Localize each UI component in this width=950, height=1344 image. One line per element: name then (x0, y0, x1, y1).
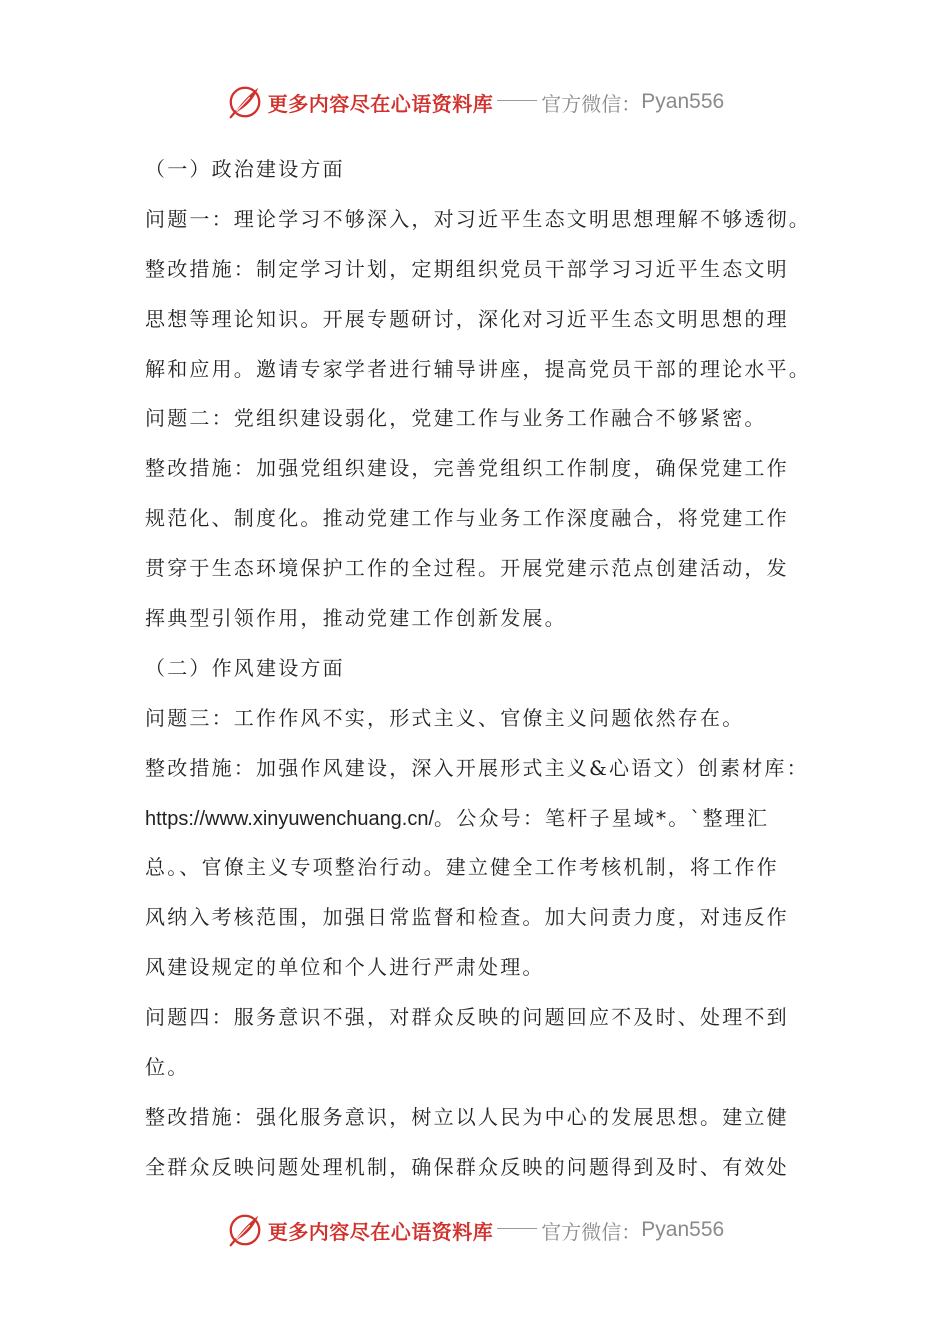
text-line: 全群众反映问题处理机制，确保群众反映的问题得到及时、有效处 (145, 1154, 789, 1179)
banner-wechat-id: Pyan556 (641, 90, 725, 113)
quill-logo-icon (226, 1211, 264, 1249)
document-body (145, 145, 825, 1193)
banner-dash (497, 1228, 537, 1229)
section-heading-style: （二）作风建设方面 (145, 655, 345, 680)
website-url: https://www.xinyuwenchuang.cn/ (145, 807, 435, 830)
banner-wechat-id: Pyan556 (641, 1218, 725, 1241)
text-line: 整改措施：制定学习计划，定期组织党员干部学习习近平生态文明 (145, 256, 789, 281)
text-line: 总。、官僚主义专项整治行动。建立健全工作考核机制，将工作作 (145, 855, 779, 880)
section-heading-political: （一）政治建设方面 (145, 157, 345, 181)
text-line: 问题二：党组织建设弱化，党建工作与业务工作融合不够紧密。 (145, 406, 767, 431)
text-line: 问题一：理论学习不够深入，对习近平生态文明思想理解不够透彻。 (145, 206, 811, 231)
banner-dash (497, 100, 537, 101)
text-line: 风建设规定的单位和个人进行严肃处理。 (145, 955, 545, 980)
text-line: 贯穿于生态环境保护工作的全过程。开展党建示范点创建活动，发 (145, 556, 789, 581)
text-line: 位。 (145, 1055, 190, 1080)
text-line-url (145, 794, 825, 844)
footer-banner (0, 1208, 950, 1252)
text-line: 挥典型引领作用，推动党建工作创新发展。 (145, 606, 567, 631)
text-line: 思想等理论知识。开展专题研讨，深化对习近平生态文明思想的理 (145, 306, 789, 331)
text-line: 整改措施：加强作风建设，深入开展形式主义&心语文）创素材库： (145, 755, 809, 780)
banner-official-label: 官方微信： (541, 1219, 642, 1244)
banner-official-label: 官方微信： (541, 91, 642, 116)
text-line: 规范化、制度化。推动党建工作与业务工作深度融合，将党建工作 (145, 506, 789, 531)
text-line: 风纳入考核范围，加强日常监督和检查。加大问责力度，对违反作 (145, 905, 789, 930)
url-line-rest: 。公众号：笔杆子星域*。`整理汇 (434, 805, 770, 830)
text-line: 问题三：工作作风不实，形式主义、官僚主义问题依然存在。 (145, 705, 745, 730)
text-line: 整改措施：强化服务意识，树立以人民为中心的发展思想。建立健 (145, 1104, 789, 1129)
text-line: 整改措施：加强党组织建设，完善党组织工作制度，确保党建工作 (145, 456, 789, 481)
banner-brand: 更多内容尽在心语资料库 (267, 91, 494, 116)
text-line: 解和应用。邀请专家学者进行辅导讲座，提高党员干部的理论水平。 (145, 356, 811, 381)
text-line: 问题四：服务意识不强，对群众反映的问题回应不及时、处理不到 (145, 1005, 789, 1030)
quill-logo-icon (226, 83, 264, 121)
header-banner (0, 80, 950, 124)
banner-brand: 更多内容尽在心语资料库 (267, 1219, 494, 1244)
